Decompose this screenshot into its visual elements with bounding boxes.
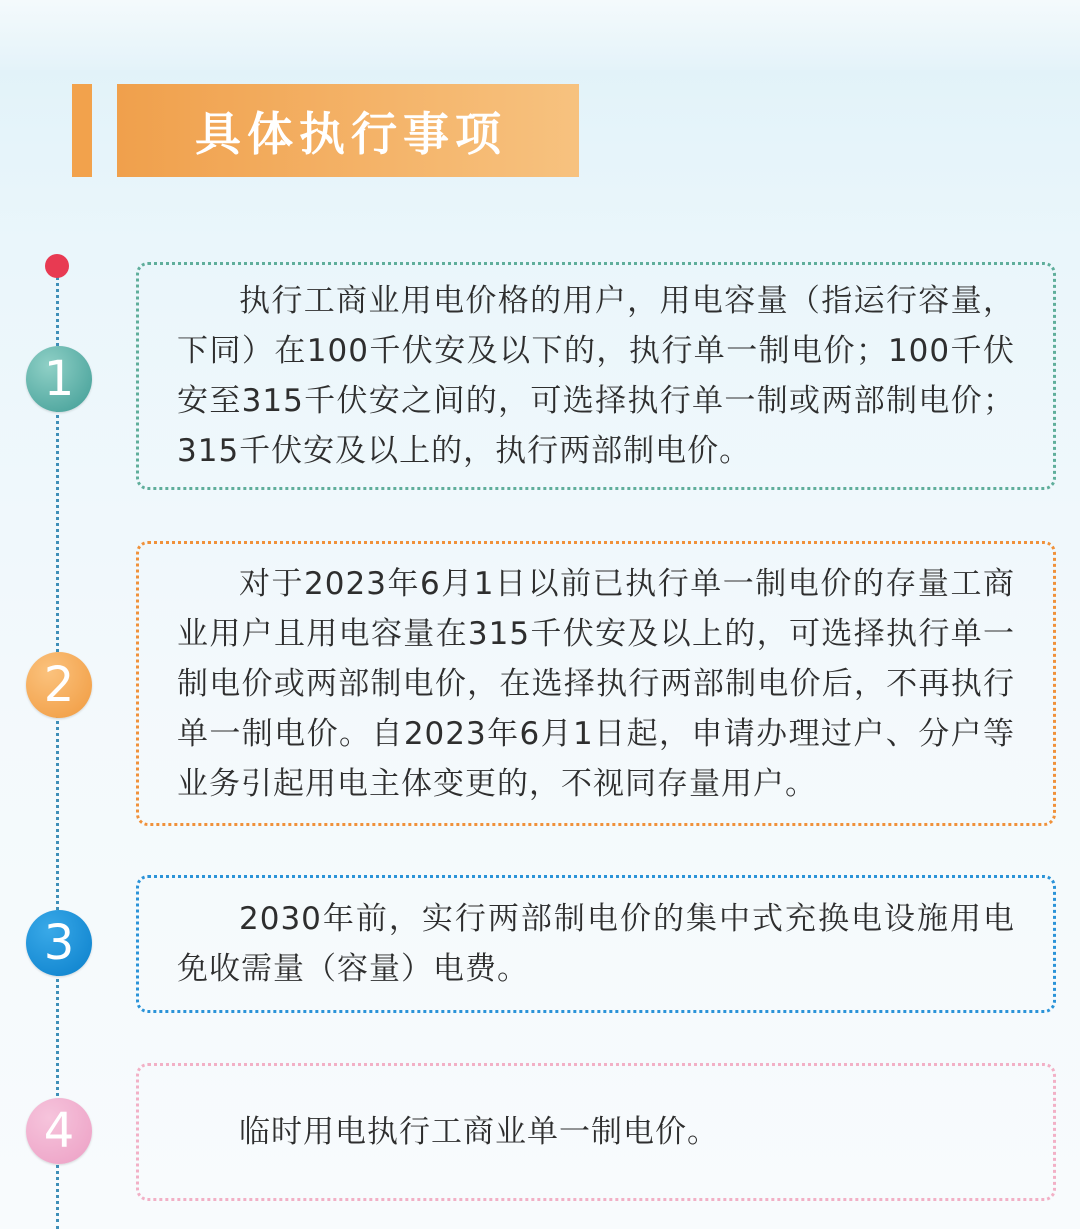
- item-number-badge-4: 4: [26, 1098, 92, 1164]
- item-text-2: 对于2023年6月1日以前已执行单一制电价的存量工商业用户且用电容量在315千伏安及以上的，可选择执行单一制电价或两部制电价，在选择执行两部制电价后，不再执行单一制电价。自2023年6月1日起，申请办理过户、分户等业务引起用电主体变更的，不视同存量用户。: [177, 565, 1015, 802]
- item-number-badge-2: 2: [26, 652, 92, 718]
- item-text-4: 临时用电执行工商业单一制电价。: [239, 1114, 719, 1150]
- item-text-1: 执行工商业用电价格的用户，用电容量（指运行容量，下同）在100千伏安及以下的，执行单一制电价；100千伏安至315千伏安之间的，可选择执行单一制或两部制电价；315千伏安及以上的，执行两部制电价。: [177, 283, 1015, 469]
- top-band: [0, 0, 1080, 70]
- header-title-box: [117, 84, 579, 177]
- header-accent-bar: [72, 84, 92, 177]
- item-card-4: [136, 1063, 1056, 1201]
- timeline-line: [56, 270, 59, 1229]
- item-card-3: [136, 875, 1056, 1013]
- page-title: 具体执行事项: [195, 106, 507, 161]
- item-text-3: 2030年前，实行两部制电价的集中式充换电设施用电免收需量（容量）电费。: [177, 901, 1015, 987]
- item-number-badge-3: 3: [26, 910, 92, 976]
- item-card-1: [136, 262, 1056, 490]
- item-card-2: [136, 541, 1056, 826]
- timeline-start-dot: [45, 254, 69, 278]
- item-number-badge-1: 1: [26, 346, 92, 412]
